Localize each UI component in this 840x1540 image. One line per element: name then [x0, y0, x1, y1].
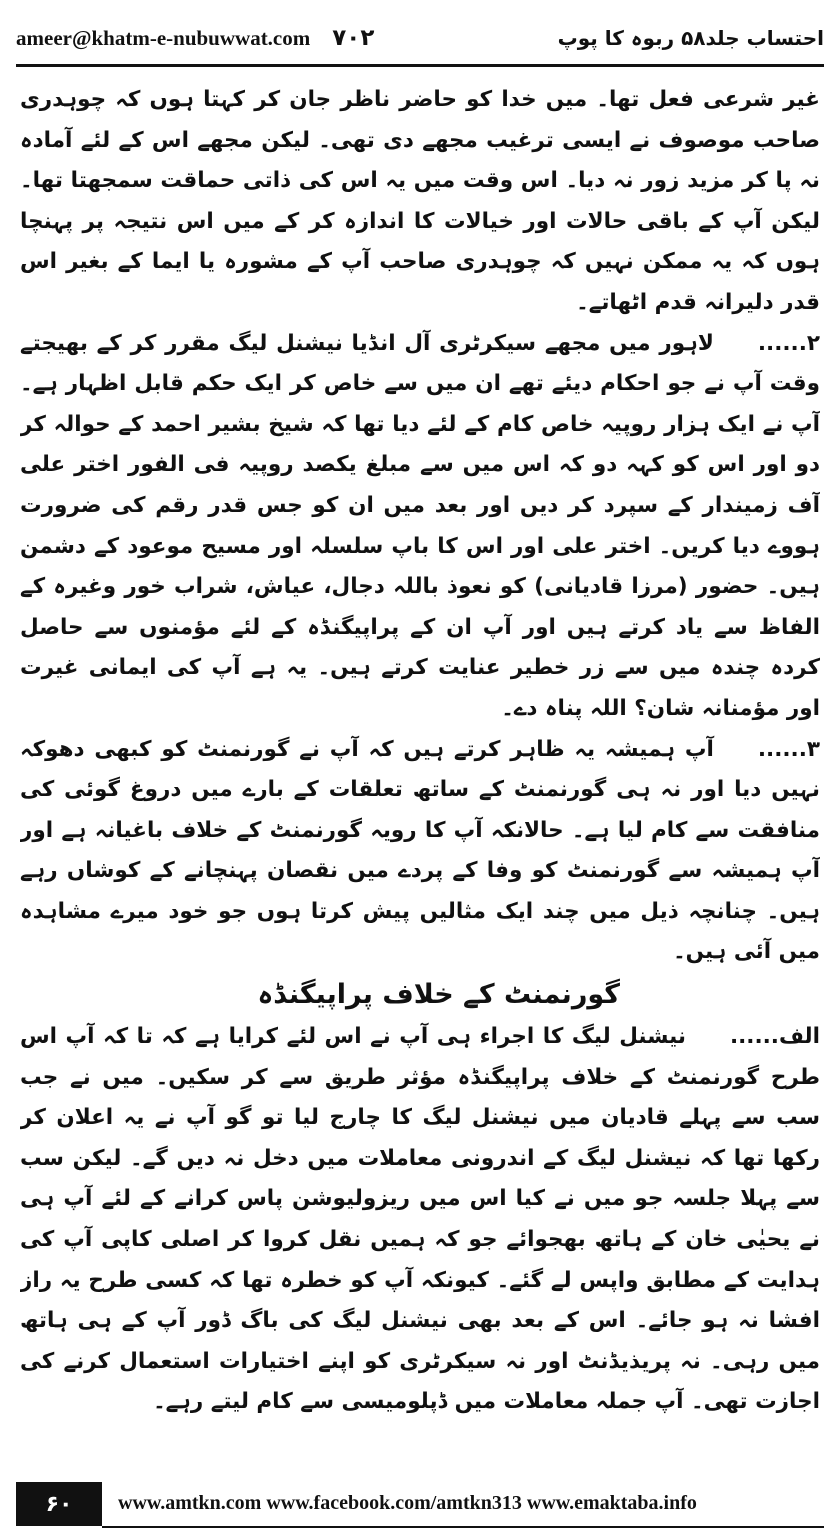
paragraph-3-number: ۳......	[757, 736, 820, 762]
paragraph-4-text: نیشنل لیگ کا اجراء ہی آپ نے اس لئے کرایا ہے کہ تا کہ آپ اس طرح گورنمنٹ کے خلاف پراپیگنڈہ مؤثر طریق سے کر سکیں۔ میں نے جب سب سے پہلے قادیان میں نیشنل لیگ کا چارج لیا تو گو آپ نے یہ اعلان کر رکھا تھا کہ نیشنل لیگ کے اندرونی معاملات میں دخل نہ دیں گے۔ لیکن سب سے پہلا جلسہ جو میں نے کیا اس میں ریزولیوشن پاس کرانے کے لئے آپ ہی نے یحیٰی خان کے ہاتھ بھجوائے جو کہ ہمیں نقل کروا کر اصلی کاپی آپ کی ہدایت کے مطابق واپس لے گئے۔ کیونکہ آپ کو خطرہ تھا کہ کسی طرح یہ راز افشا نہ ہو جائے۔ اس کے بعد بھی نیشنل لیگ کی باگ ڈور آپ کے ہی ہاتھ میں رہی۔ نہ پریذیڈنٹ اور نہ سیکرٹری کو اپنے اختیارات استعمال کرنے کی اجازت تھی۔ آپ جملہ معاملات میں ڈپلومیسی سے کام لیتے رہے۔	[20, 1024, 820, 1415]
paragraph-2-text: لاہور میں مجھے سیکرٹری آل انڈیا نیشنل لیگ مقرر کر کے بھیجتے وقت آپ نے جو احکام دیئے تھے ان میں سے خاص کر ایک حکم قابل اظہار ہے۔ آپ نے ایک ہزار روپیہ خاص کام کے لئے دیا تھا کہ شیخ بشیر احمد کے حوالہ کر دو اور اس کو کہہ دو کہ اس میں سے مبلغ یکصد روپیہ فی الفور اختر علی آف زمیندار کے سپرد کر دیں اور بعد میں ان کو جس قدر رقم کی ضرورت ہووے دیا کریں۔ اختر علی اور اس کا باپ سلسلہ اور مسیح موعود کے دشمن ہیں۔ حضور (مرزا قادیانی) کو نعوذ باللہ دجال، عیاش، شراب خور وغیرہ کے الفاظ سے یاد کرتے ہیں اور آپ ان کے پراپیگنڈہ کے لئے مؤمنوں سے حاصل کردہ چندہ میں سے زر خطیر عنایت کرتے ہیں۔ یہ ہے آپ کی ایمانی غیرت اور مؤمنانہ شان؟ اللہ پناہ دے۔	[20, 330, 820, 721]
header-left-group	[16, 25, 374, 51]
paragraph-2	[20, 324, 820, 730]
paragraph-1: غیر شرعی فعل تھا۔ میں خدا کو حاضر ناظر جان کر کہتا ہوں کہ چوہدری صاحب موصوف نے ایسی ترغیب مجھے دی تھی۔ لیکن مجھے اس کے لئے آمادہ نہ پا کر مزید زور نہ دیا۔ اس وقت میں یہ اس کی ذاتی حماقت سمجھتا تھا۔ لیکن آپ کے باقی حالات اور خیالات کا اندازہ کر کے میں اس نتیجہ پر پہنچا ہوں کہ یہ ممکن نہیں کہ چوہدری صاحب آپ کے مشورہ یا ایما کے بغیر اس قدر دلیرانہ قدم اٹھاتے۔	[20, 87, 820, 315]
header-divider	[16, 64, 824, 67]
paragraph-2-number: ۲......	[757, 330, 820, 356]
header-email[interactable]: ameer@khatm-e-nubuwwat.com	[16, 25, 311, 50]
footer-divider	[102, 1526, 824, 1528]
paragraph-4-number: الف......	[729, 1024, 820, 1050]
paragraph-4	[20, 1017, 820, 1423]
footer-page-number: ۶۰	[16, 1482, 102, 1526]
paragraph-3	[20, 730, 820, 974]
section-heading: گورنمنٹ کے خلاف پراپیگنڈہ	[257, 979, 620, 1011]
page-header	[16, 18, 824, 58]
paragraph-3-text: آپ ہمیشہ یہ ظاہر کرتے ہیں کہ آپ نے گورنمنٹ کو کبھی دھوکہ نہیں دیا اور نہ ہی گورنمنٹ کے ساتھ تعلقات کے بارے میں دروغ گوئی کی منافقت سے کام لیا ہے۔ حالانکہ آپ کا رویہ گورنمنٹ کے خلاف باغیانہ ہے اور آپ ہمیشہ سے گورنمنٹ کو وفا کے پردے میں نقصان پہنچانے کے کوشاں رہے ہیں۔ چنانچہ ذیل میں چند ایک مثالیں پیش کرتا ہوں جو خود میرے مشاہدہ میں آئی ہیں۔	[20, 736, 820, 965]
page-footer	[16, 1482, 824, 1528]
footer-links[interactable]: www.amtkn.com www.facebook.com/amtkn313 www.emaktaba.info	[118, 1492, 697, 1514]
header-page-number: ۷۰۲	[332, 25, 375, 51]
page-body	[20, 80, 820, 1460]
header-book-title: احتساب جلد۵۸ ربوہ کا پوپ	[557, 26, 824, 50]
